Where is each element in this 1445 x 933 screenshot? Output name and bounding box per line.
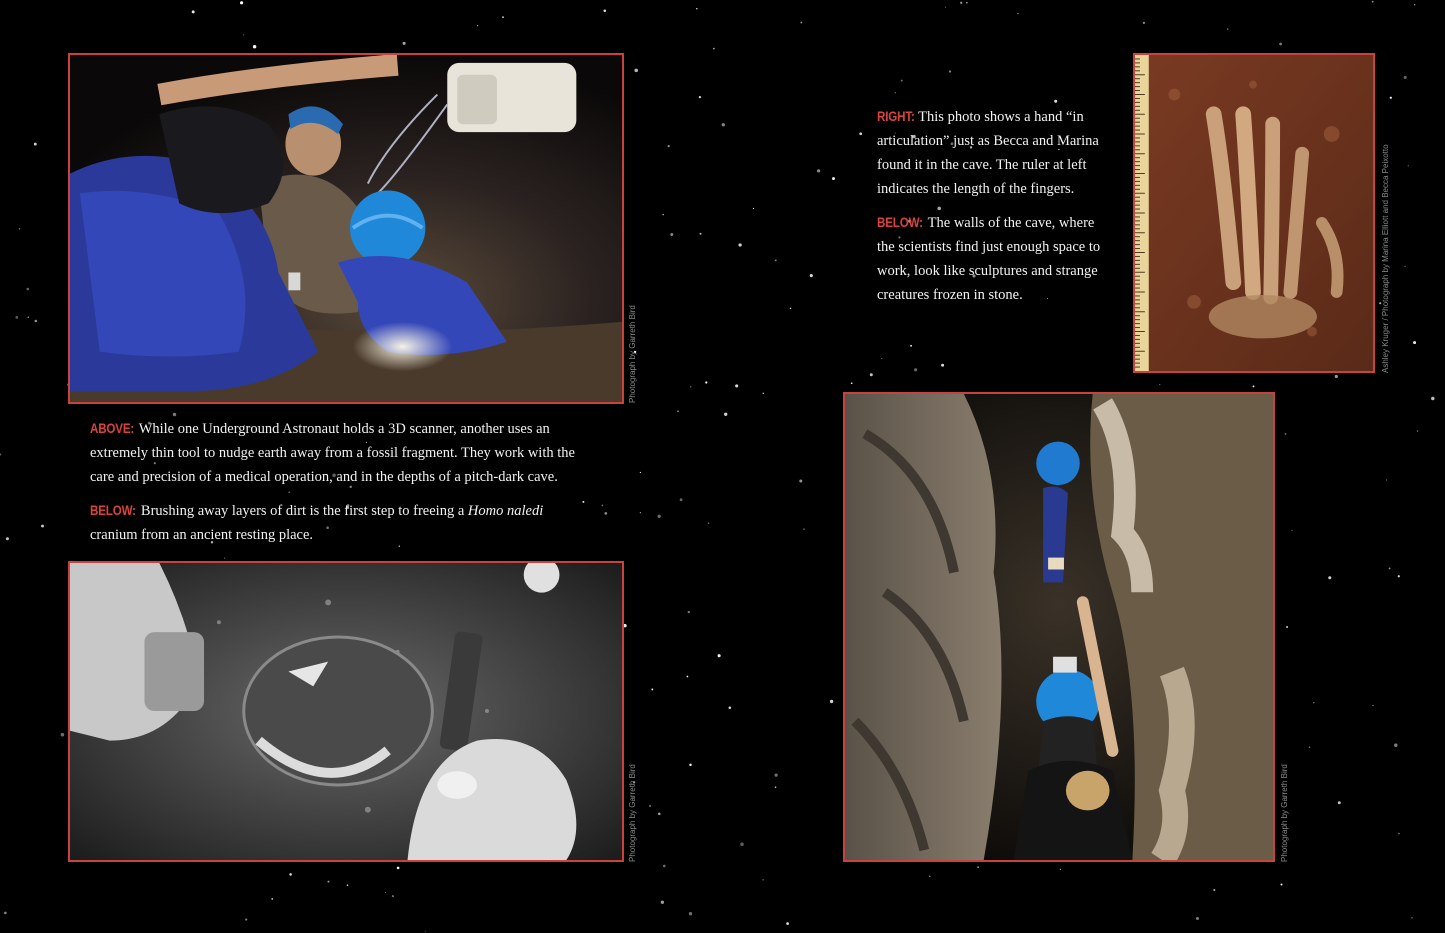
credit-bottom-right-photo: Photograph by Garreth Bird [1280, 764, 1289, 862]
caption-below-left-text-before: Brushing away layers of dirt is the first step to freeing a [140, 503, 465, 519]
photo-scanner-scientists [68, 53, 624, 404]
caption-above [90, 417, 585, 489]
caption-below-left-species: Homo naledi [467, 503, 544, 519]
caption-below-right-lead: BELOW: [877, 215, 923, 230]
photo-cranium-brushing [68, 561, 624, 862]
caption-above-lead: ABOVE: [90, 421, 135, 436]
credit-top-right-photo: Ashley Kruger / Photograph by Marina Elliott and Becca Peixotto [1381, 144, 1390, 373]
caption-right-lead: RIGHT: [877, 109, 915, 124]
caption-right-text: This photo shows a hand “in articulation” just as Becca and Marina found it in the cave. The ruler at left indicates the length of the fingers. [877, 109, 1099, 197]
credit-bottom-left-photo: Photograph by Garreth Bird [628, 764, 637, 862]
caption-below-left-text-after: cranium from an ancient resting place. [90, 527, 314, 543]
caption-below-right [877, 211, 1112, 307]
caption-below-right-text: The walls of the cave, where the scientists find just enough space to work, look like sculptures and strange creatures frozen in stone. [877, 215, 1101, 303]
caption-below-left [90, 499, 585, 547]
caption-right-photo [877, 105, 1112, 201]
caption-right [877, 105, 1112, 317]
credit-top-left-photo: Photograph by Garreth Bird [628, 305, 637, 403]
photo-cave-passage [843, 392, 1275, 862]
photo-fossil-hand [1133, 53, 1375, 373]
caption-below-left-lead: BELOW: [90, 503, 136, 518]
caption-left [90, 417, 585, 557]
caption-above-text: While one Underground Astronaut holds a 3D scanner, another uses an extremely thin tool to nudge earth away from a fossil fragment. They work with the care and precision of a medical operation, and in the depths of a pitch-dark cave. [90, 421, 575, 485]
